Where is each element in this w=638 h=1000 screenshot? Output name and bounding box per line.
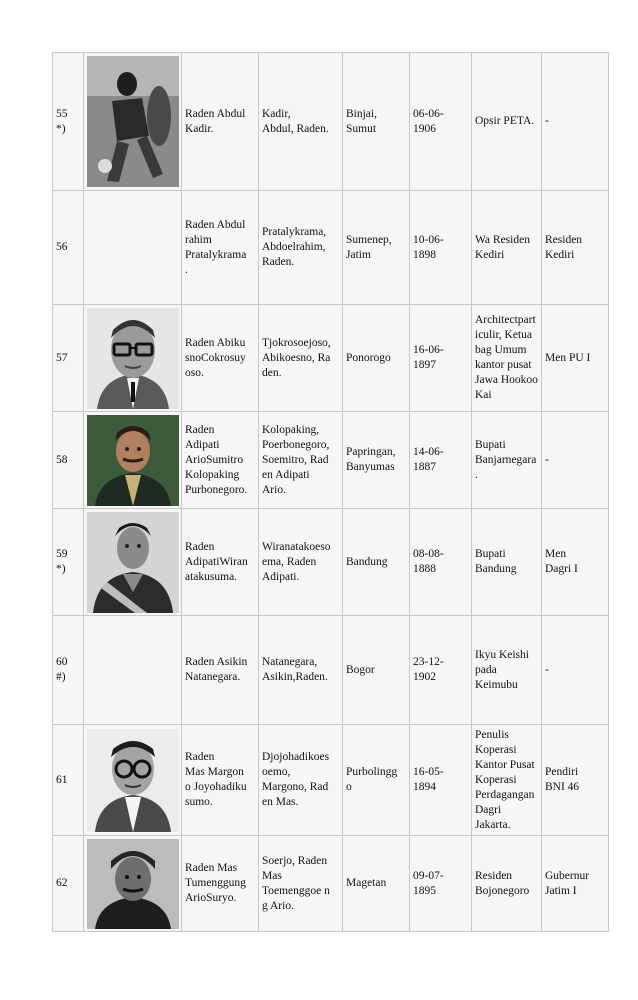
full-name: Raden Abdul rahim Pratalykrama . — [182, 191, 259, 305]
row-number: 55 *) — [53, 53, 84, 191]
row-number: 62 — [53, 836, 84, 932]
birth-place: Papringan, Banyumas — [343, 412, 410, 509]
man-blangkon-photo — [87, 839, 179, 929]
full-name: Raden Mas Margon o Joyohadiku sumo. — [182, 725, 259, 836]
position: Penulis Koperasi Kantor Pusat Koperasi Perdagangan Dagri Jakarta. — [472, 725, 542, 836]
table-row — [53, 725, 609, 836]
birth-date: 10-06- 1898 — [410, 191, 472, 305]
position: Bupati Banjarnegara . — [472, 412, 542, 509]
birth-date: 14-06- 1887 — [410, 412, 472, 509]
note: Residen Kediri — [542, 191, 609, 305]
note: Pendiri BNI 46 — [542, 725, 609, 836]
portrait-photo — [84, 412, 182, 509]
note: Gubernur Jatim I — [542, 836, 609, 932]
full-name: Raden Abiku snoCokrosuy oso. — [182, 305, 259, 412]
birth-place: Ponorogo — [343, 305, 410, 412]
position: Wa Residen Kediri — [472, 191, 542, 305]
birth-date: 06-06- 1906 — [410, 53, 472, 191]
alias-name: Kadir, Abdul, Raden. — [259, 53, 343, 191]
painted-portrait-photo — [87, 415, 179, 506]
position: Architectpart iculir, Ketua bag Umum kantor pusat Jawa Hookoo Kai — [472, 305, 542, 412]
portrait-photo — [84, 305, 182, 412]
table-row — [53, 412, 609, 509]
portrait-photo-empty — [84, 616, 182, 725]
full-name: Raden Mas Tumenggung ArioSuryo. — [182, 836, 259, 932]
full-name: Raden Adipati ArioSumitro Kolopaking Purbonegoro. — [182, 412, 259, 509]
position: Residen Bojonegoro — [472, 836, 542, 932]
position: Ikyu Keishi pada Keimubu — [472, 616, 542, 725]
alias-name: Kolopaking, Poerbonegoro, Soemitro, Rad en Adipati Ario. — [259, 412, 343, 509]
position: Opsir PETA. — [472, 53, 542, 191]
regent-uniform-photo — [87, 512, 179, 613]
row-number: 61 — [53, 725, 84, 836]
portrait-photo — [84, 509, 182, 616]
birth-date: 23-12- 1902 — [410, 616, 472, 725]
portrait-photo — [84, 836, 182, 932]
birth-place: Purbolingg o — [343, 725, 410, 836]
biography-table — [52, 52, 609, 932]
birth-place: Bandung — [343, 509, 410, 616]
man-glasses-photo — [87, 308, 179, 409]
alias-name: Soerjo, Raden Mas Toemenggoe n g Ario. — [259, 836, 343, 932]
full-name: Raden Abdul Kadir. — [182, 53, 259, 191]
note: - — [542, 412, 609, 509]
full-name: Raden Asikin Natanegara. — [182, 616, 259, 725]
row-number: 58 — [53, 412, 84, 509]
alias-name: Wiranatakoeso ema, Raden Adipati. — [259, 509, 343, 616]
row-number: 57 — [53, 305, 84, 412]
birth-date: 08-08- 1888 — [410, 509, 472, 616]
table-row — [53, 509, 609, 616]
position: Bupati Bandung — [472, 509, 542, 616]
note: - — [542, 53, 609, 191]
note: - — [542, 616, 609, 725]
portrait-photo — [84, 53, 182, 191]
birth-place: Sumenep, Jatim — [343, 191, 410, 305]
alias-name: Natanegara, Asikin,Raden. — [259, 616, 343, 725]
alias-name: Pratalykrama, Abdoelrahim, Raden. — [259, 191, 343, 305]
footballer-photo — [87, 56, 179, 187]
table-row — [53, 191, 609, 305]
table-row — [53, 305, 609, 412]
man-round-glasses-photo — [87, 729, 179, 832]
birth-place: Magetan — [343, 836, 410, 932]
portrait-photo — [84, 725, 182, 836]
table-row — [53, 53, 609, 191]
note: Men PU I — [542, 305, 609, 412]
alias-name: Djojohadikoes oemo, Margono, Rad en Mas. — [259, 725, 343, 836]
birth-date: 09-07- 1895 — [410, 836, 472, 932]
row-number: 56 — [53, 191, 84, 305]
birth-date: 16-06- 1897 — [410, 305, 472, 412]
table-row — [53, 836, 609, 932]
table-row — [53, 616, 609, 725]
birth-place: Bogor — [343, 616, 410, 725]
portrait-photo-empty — [84, 191, 182, 305]
birth-place: Binjai, Sumut — [343, 53, 410, 191]
alias-name: Tjokrosoejoso, Abikoesno, Ra den. — [259, 305, 343, 412]
note: Men Dagri I — [542, 509, 609, 616]
row-number: 60 #) — [53, 616, 84, 725]
row-number: 59 *) — [53, 509, 84, 616]
full-name: Raden AdipatiWiran atakusuma. — [182, 509, 259, 616]
birth-date: 16-05- 1894 — [410, 725, 472, 836]
